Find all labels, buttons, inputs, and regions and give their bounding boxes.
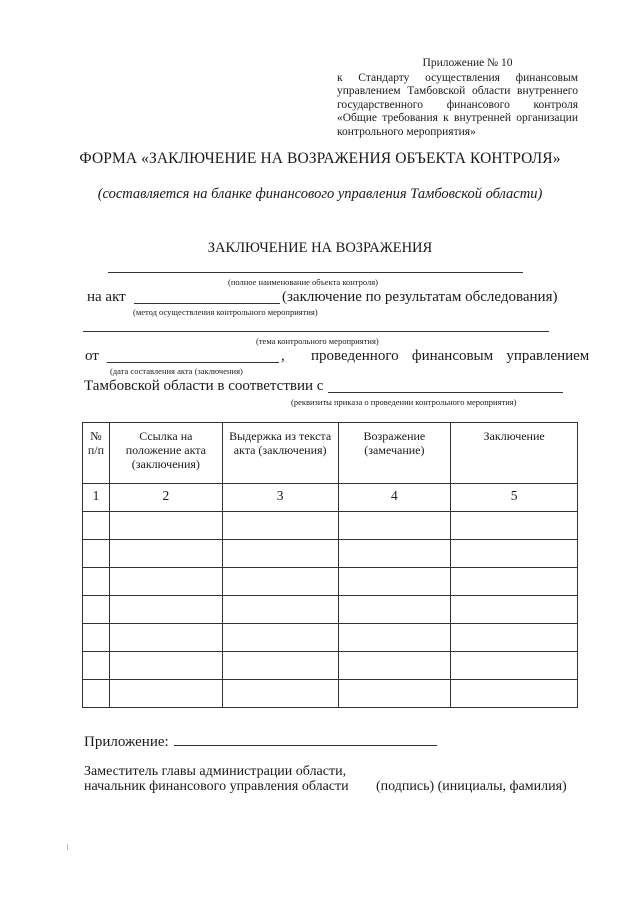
table-cell[interactable] (338, 624, 451, 652)
table-cell[interactable] (109, 596, 222, 624)
table-cell[interactable] (83, 624, 110, 652)
header-cell-conclusion: Заключение (451, 423, 578, 484)
header-cell-excerpt: Выдержка из текста акта (заключения) (222, 423, 338, 484)
table-cell[interactable] (451, 540, 578, 568)
numbering-cell: 3 (222, 484, 338, 512)
order-hint: (реквизиты приказа о проведении контрольного мероприятия) (291, 397, 517, 407)
appendix-number: Приложение № 10 (422, 57, 513, 69)
table-cell[interactable] (222, 540, 338, 568)
table-cell[interactable] (83, 652, 110, 680)
numbering-cell: 4 (338, 484, 451, 512)
attachment-line[interactable] (174, 745, 437, 746)
table-cell[interactable] (222, 512, 338, 540)
table-cell[interactable] (451, 680, 578, 708)
object-name-hint: (полное наименование объекта контроля) (228, 277, 378, 287)
header-cell-objection: Возражение (замечание) (338, 423, 451, 484)
table-cell[interactable] (109, 540, 222, 568)
table-cell[interactable] (451, 568, 578, 596)
table-row (83, 540, 578, 568)
act-method-line[interactable] (134, 303, 280, 304)
table-cell[interactable] (83, 596, 110, 624)
act-prefix: на акт (87, 289, 126, 305)
act-suffix: (заключение по результатам обследования) (282, 289, 558, 305)
table-cell[interactable] (109, 568, 222, 596)
table-cell[interactable] (109, 512, 222, 540)
from-suffix: проведенного финансовым управлением (311, 348, 590, 364)
table-cell[interactable] (222, 680, 338, 708)
table-cell[interactable] (338, 652, 451, 680)
header-cell-number: № п/п (83, 423, 110, 484)
numbering-cell: 2 (109, 484, 222, 512)
table-row (83, 624, 578, 652)
signatory-line-1: Заместитель главы администрации области, (84, 764, 347, 779)
document-title: ЗАКЛЮЧЕНИЕ НА ВОЗРАЖЕНИЯ (207, 240, 433, 256)
table-row (83, 652, 578, 680)
table-header-row (83, 423, 578, 484)
table-body (83, 512, 578, 708)
objections-table (82, 422, 578, 708)
scan-mark (67, 844, 68, 850)
appendix-text: к Стандарту осуществления финансовым управлением Тамбовской области внутреннего государственного финансового контроля «Общие требования к внутренней организации контрольного мероприятия» (337, 71, 578, 138)
order-details-line[interactable] (328, 392, 563, 393)
table-cell[interactable] (222, 624, 338, 652)
numbering-cell: 1 (83, 484, 110, 512)
table-cell[interactable] (338, 568, 451, 596)
numbering-cell: 5 (451, 484, 578, 512)
from-comma: , (281, 348, 285, 364)
method-hint: (метод осуществления контрольного мероприятия) (133, 307, 318, 317)
attachment-label: Приложение: (84, 734, 169, 750)
table-cell[interactable] (338, 680, 451, 708)
table-cell[interactable] (338, 540, 451, 568)
form-subtitle: (составляется на бланке финансового управления Тамбовской области) (97, 186, 543, 202)
act-date-line[interactable] (107, 362, 279, 363)
table-cell[interactable] (222, 652, 338, 680)
table-cell[interactable] (83, 568, 110, 596)
table-cell[interactable] (222, 596, 338, 624)
table-row (83, 596, 578, 624)
table-cell[interactable] (451, 624, 578, 652)
table-cell[interactable] (109, 652, 222, 680)
object-name-line[interactable] (108, 272, 523, 273)
table-cell[interactable] (451, 512, 578, 540)
signature-hint: (подпись) (инициалы, фамилия) (376, 779, 567, 794)
table-cell[interactable] (338, 512, 451, 540)
date-hint: (дата составления акта (заключения) (110, 366, 243, 376)
topic-hint: (тема контрольного мероприятия) (256, 336, 379, 346)
header-cell-reference: Ссылка на положение акта (заключения) (109, 423, 222, 484)
signatory-line-2: начальник финансового управления области (84, 779, 349, 794)
table-cell[interactable] (83, 512, 110, 540)
table-cell[interactable] (83, 680, 110, 708)
table-cell[interactable] (451, 596, 578, 624)
table-row (83, 680, 578, 708)
table-cell[interactable] (222, 568, 338, 596)
from-prefix: от (85, 348, 99, 364)
table-cell[interactable] (109, 624, 222, 652)
table-numbering-row (83, 484, 578, 512)
table-row (83, 512, 578, 540)
table-cell[interactable] (109, 680, 222, 708)
table-cell[interactable] (338, 596, 451, 624)
form-title: ФОРМА «ЗАКЛЮЧЕНИЕ НА ВОЗРАЖЕНИЯ ОБЪЕКТА КОНТРОЛЯ» (79, 150, 561, 167)
region-text: Тамбовской области в соответствии с (84, 378, 324, 394)
table-cell[interactable] (451, 652, 578, 680)
appendix-header (337, 57, 578, 140)
topic-line[interactable] (83, 331, 549, 332)
table-cell[interactable] (83, 540, 110, 568)
table-row (83, 568, 578, 596)
